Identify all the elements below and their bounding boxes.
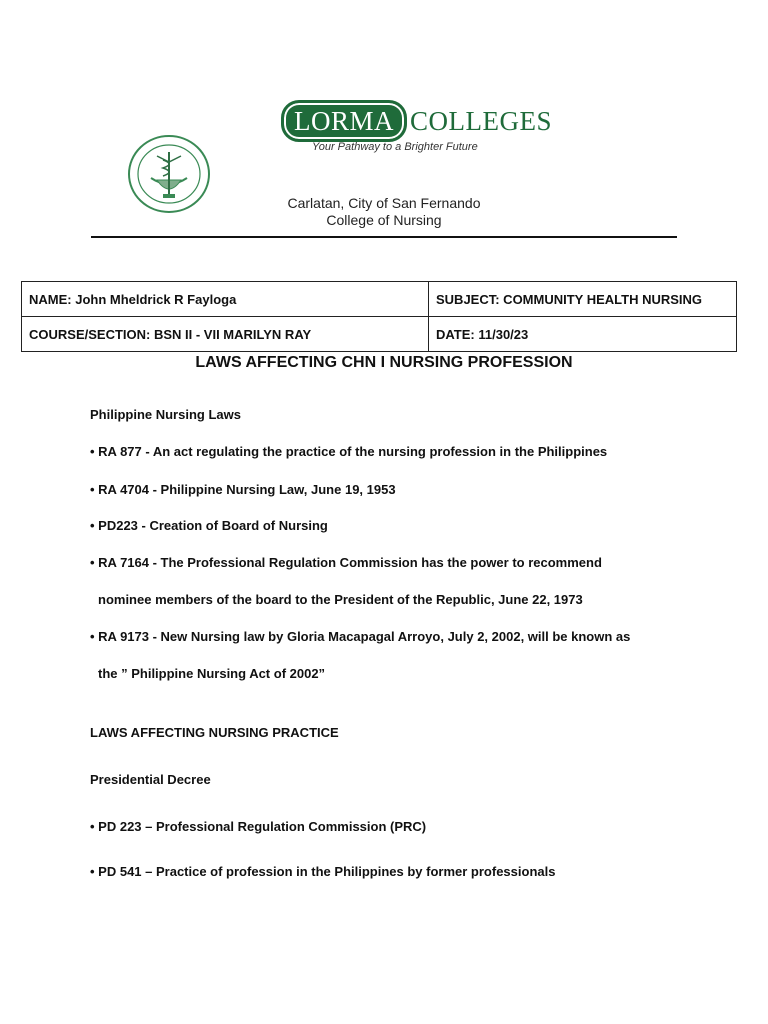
list-item: • PD 541 – Practice of profession in the Philippines by former professionals — [90, 864, 556, 879]
section-heading-nursing-laws: Philippine Nursing Laws — [90, 407, 241, 422]
nursing-seal-logo — [127, 134, 211, 214]
date-cell: DATE: 11/30/23 — [429, 317, 737, 352]
tagline: Your Pathway to a Brighter Future — [312, 141, 478, 153]
name-cell: NAME: John Mheldrick R Fayloga — [22, 282, 429, 317]
list-item-continuation: the ” Philippine Nursing Act of 2002” — [98, 666, 326, 681]
section-heading-presidential-decree: Presidential Decree — [90, 772, 211, 787]
address-line-2: College of Nursing — [326, 212, 442, 228]
list-item-continuation: nominee members of the board to the President of the Republic, June 22, 1973 — [98, 592, 583, 607]
table-row — [22, 317, 737, 352]
header-divider — [91, 236, 677, 238]
list-item: • RA 877 - An act regulating the practice of the nursing profession in the Philippines — [90, 444, 608, 459]
brand-rest-text: COLLEGES — [410, 105, 553, 136]
brand-box-text: LORMA — [281, 100, 407, 142]
college-brand-logo — [281, 100, 552, 142]
section-heading-nursing-practice: LAWS AFFECTING NURSING PRACTICE — [90, 725, 339, 740]
table-row — [22, 282, 737, 317]
document-title: LAWS AFFECTING CHN I NURSING PROFESSION — [195, 354, 573, 371]
list-item: • RA 9173 - New Nursing law by Gloria Macapagal Arroyo, July 2, 2002, will be known as — [90, 629, 631, 644]
list-item: • PD223 - Creation of Board of Nursing — [90, 518, 328, 533]
list-item: • PD 223 – Professional Regulation Commission (PRC) — [90, 819, 427, 834]
list-item: • RA 7164 - The Professional Regulation Commission has the power to recommend — [90, 555, 602, 570]
subject-cell: SUBJECT: COMMUNITY HEALTH NURSING — [429, 282, 737, 317]
list-item: • RA 4704 - Philippine Nursing Law, June 19, 1953 — [90, 482, 396, 497]
student-info-table — [21, 281, 737, 352]
address-line-1: Carlatan, City of San Fernando — [287, 195, 481, 211]
course-cell: COURSE/SECTION: BSN II - VII MARILYN RAY — [22, 317, 429, 352]
